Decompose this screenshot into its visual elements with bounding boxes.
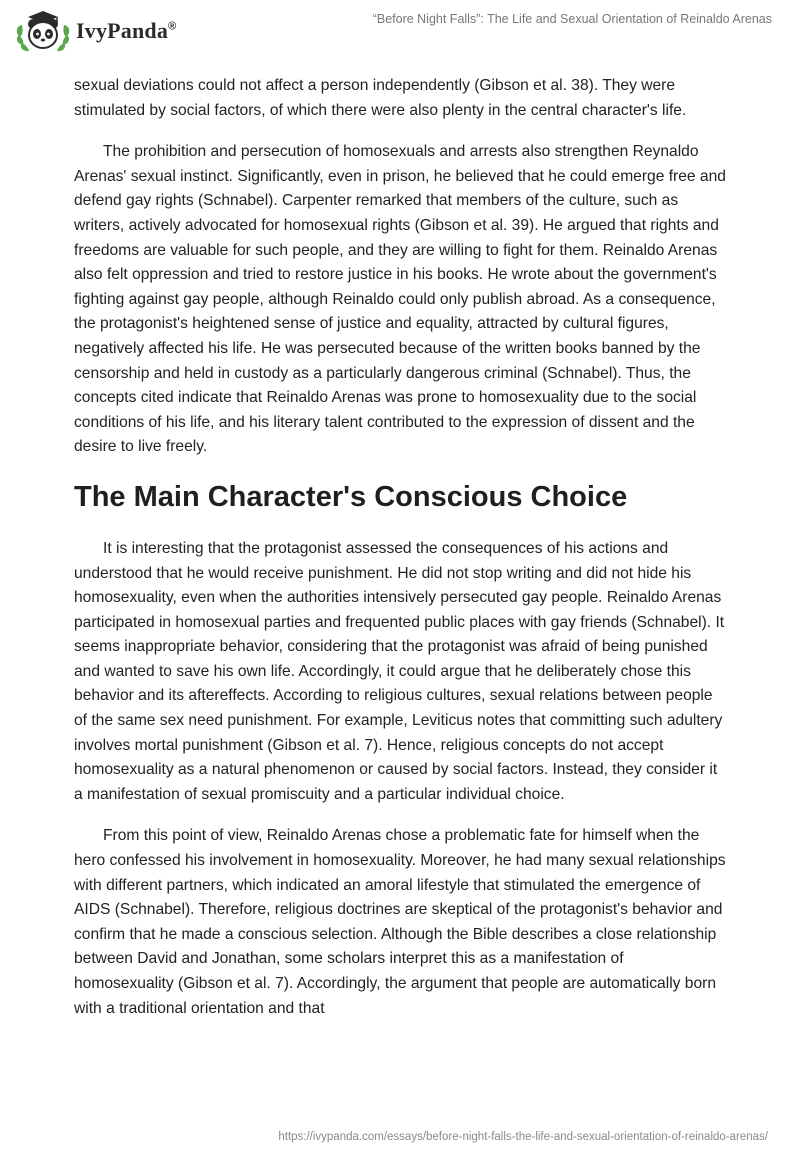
source-url-link[interactable]: https://ivypanda.com/essays/before-night-falls-the-life-and-sexual-orientation-of-reinaldo-arenas/ bbox=[278, 1131, 768, 1143]
logo-wordmark: IvyPanda® bbox=[76, 18, 177, 43]
body-paragraph: It is interesting that the protagonist assessed the consequences of his actions and understood that he would receive punishment. He did not stop writing and did not hide his homosexuality, even when the authorities intensively persecuted gay people. Reinaldo Arenas participated in homosexual parties and frequented public places with gay friends (Schnabel). It seems inappropriate behavior, considering that the protagonist was afraid of being punished and wanted to save his own life. Accordingly, it could argue that he deliberately chose this behavior and its aftereffects. According to religious cultures, sexual relations between people of the same sex need punishment. For example, Leviticus notes that committing such adultery involves mortal punishment (Gibson et al. 7). Hence, religious concepts do not accept homosexuality as a natural phenomenon or caused by social factors. Instead, they consider it a manifestation of sexual promiscuity and a particular individual choice. bbox=[74, 539, 725, 803]
panda-graduate-icon bbox=[14, 7, 72, 55]
section-heading: The Main Character's Conscious Choice bbox=[74, 480, 628, 513]
essay-body bbox=[74, 74, 726, 1038]
body-paragraph: sexual deviations could not affect a person independently (Gibson et al. 38). They were stimulated by social factors, of which there were also plenty in the central character's life. bbox=[74, 77, 687, 119]
document-title: “Before Night Falls”: The Life and Sexual Orientation of Reinaldo Arenas bbox=[372, 12, 772, 26]
body-paragraph: From this point of view, Reinaldo Arenas chose a problematic fate for himself when the hero confessed his involvement in homosexuality. Moreover, he had many sexual relationships with different partners, which indicated an amoral lifestyle that stimulated the emergence of AIDS (Schnabel). Therefore, religious doctrines are skeptical of the protagonist's behavior and confirm that he made a conscious selection. Although the Bible describes a close relationship between David and Jonathan, some scholars interpret this as a manifestation of homosexuality (Gibson et al. 7). Accordingly, the argument that people are automatically born with a traditional orientation and that bbox=[74, 827, 726, 1017]
page-header bbox=[0, 0, 800, 60]
body-paragraph: The prohibition and persecution of homosexuals and arrests also strengthen Reynaldo Arenas' sexual instinct. Significantly, even in prison, he believed that he could emerge free and defend gay rights (Schnabel). Carpenter remarked that members of the culture, such as writers, actively advocated for homosexual rights (Gibson et al. 39). He argued that rights and freedoms are valuable for such people, and they are willing to fight for them. Reinaldo Arenas also felt oppression and tried to restore justice in his books. He wrote about the government's fighting against gay people, although Reinaldo could only publish abroad. As a consequence, the protagonist's heightened sense of justice and equality, attracted by cultural figures, negatively affected his life. He was persecuted because of the written books banned by the censorship and held in custody as a particularly dangerous criminal (Schnabel). Thus, the concepts cited indicate that Reinaldo Arenas was prone to homosexuality due to the social conditions of his life, and his literary talent contributed to the expression of dissent and the desire to live freely. bbox=[74, 143, 726, 456]
ivypanda-logo[interactable] bbox=[14, 7, 176, 55]
